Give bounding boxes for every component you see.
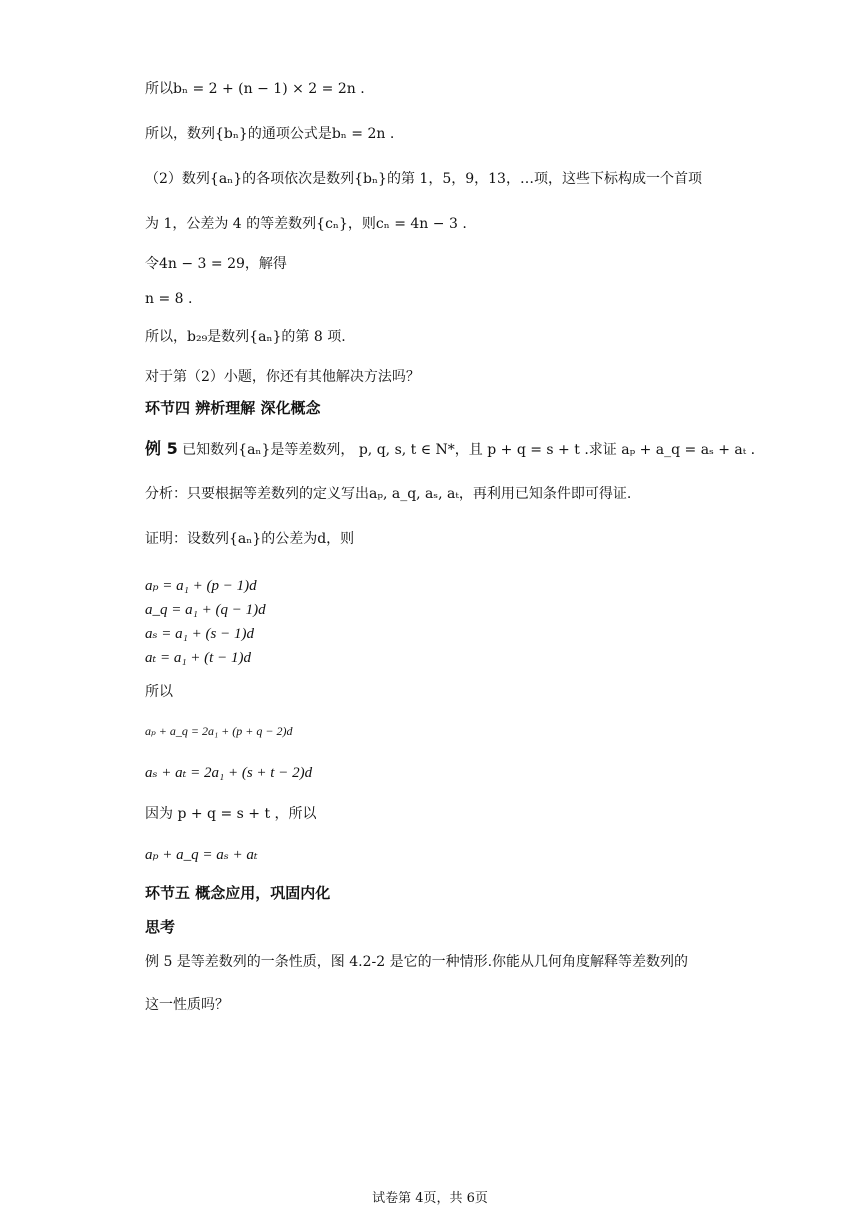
line-bn-formula: 所以bₙ = 2 + (n − 1) × 2 = 2n . — [145, 81, 365, 97]
think-heading: 思考 — [145, 918, 176, 936]
equation-block — [145, 574, 266, 670]
line-analysis: 分析：只要根据等差数列的定义写出aₚ, a_q, aₛ, aₜ，再利用已知条件即可得证. — [145, 486, 632, 502]
line-therefore: 所以 — [145, 684, 173, 700]
line-solve-eq: 令4n − 3 = 29，解得 — [145, 256, 287, 272]
line-proof-start: 证明：设数列{aₙ}的公差为d，则 — [145, 531, 355, 547]
section-heading-5: 环节五 概念应用，巩固内化 — [145, 884, 331, 902]
example-5 — [145, 440, 755, 459]
section-heading-4: 环节四 辨析理解 深化概念 — [145, 399, 321, 417]
example-label: 例 5 — [145, 439, 178, 458]
line-cn-formula: 为 1，公差为 4 的等差数列{cₙ}，则cₙ = 4n − 3 . — [145, 216, 467, 232]
line-general-term: 所以，数列{bₙ}的通项公式是bₙ = 2n . — [145, 126, 395, 142]
equation-at: aₜ = a₁ + (t − 1)d — [145, 650, 251, 666]
line-conclusion: 所以，b₂₉是数列{aₙ}的第 8 项. — [145, 329, 346, 345]
equation-ap: aₚ = a₁ + (p − 1)d — [145, 578, 257, 594]
page-footer: 试卷第 4页，共 6页 — [372, 1191, 488, 1206]
equation-result: aₚ + a_q = aₛ + aₜ — [145, 847, 258, 863]
equation-aq: a_q = a₁ + (q − 1)d — [145, 602, 266, 618]
equation-sum-pq: aₚ + a_q = 2a₁ + (p + q − 2)d — [145, 724, 293, 738]
example-text: 已知数列{aₙ}是等差数列， p, q, s, t ∈ N*，且 p + q = s + t .求证 aₚ + a_q = aₛ + aₜ . — [182, 442, 756, 458]
line-think-2: 这一性质吗？ — [145, 997, 229, 1013]
line-think-1: 例 5 是等差数列的一条性质，图 4.2-2 是它的一种情形.你能从几何角度解释等差数列的 — [145, 954, 689, 970]
equation-as: aₛ = a₁ + (s − 1)d — [145, 626, 254, 642]
line-n-value: n = 8 . — [145, 291, 193, 307]
line-part2-intro: （2）数列{aₙ}的各项依次是数列{bₙ}的第 1，5，9，13，…项，这些下标构成一个首项 — [145, 171, 702, 187]
equation-sum-st: aₛ + aₜ = 2a₁ + (s + t − 2)d — [145, 765, 313, 781]
line-question: 对于第（2）小题，你还有其他解决方法吗？ — [145, 369, 420, 385]
line-because: 因为 p + q = s + t ，所以 — [145, 806, 317, 822]
